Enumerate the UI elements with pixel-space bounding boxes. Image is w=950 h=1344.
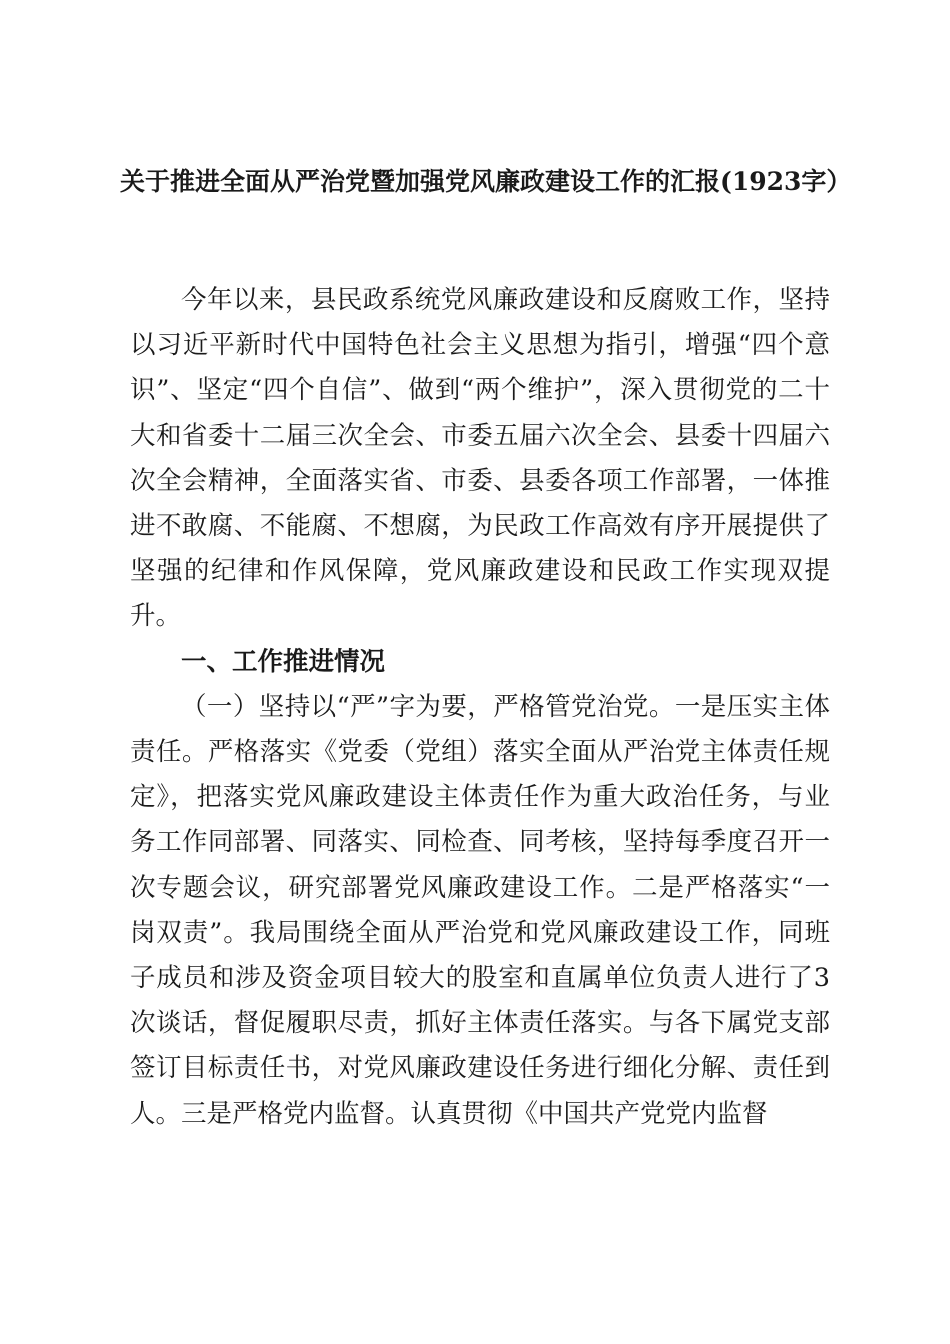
subsection-paragraph — [130, 685, 830, 1137]
section-heading: 一、工作推进情况 — [181, 646, 386, 677]
subsection-body: 一是压实主体责任。严格落实《党委（党组）落实全面从严治党主体责任规定》，把落实党风廉政建设主体责任作为重大政治任务，与业务工作同部署、同落实、同检查、同考核，坚持每季度召开一次专题会议，研究部署党风廉政建设工作。二是严格落实“一岗双责”。我局围绕全面从严治党和党风廉政建设工作，同班子成员和涉及资金项目较大的股室和直属单位负责人进行了3次谈话，督促履职尽责，抓好主体责任落实。与各下属党支部签订目标责任书，对党风廉政建设任务进行细化分解、责任到人。三是严格党内监督。认真贯彻《中国共产党党内监督 — [130, 691, 830, 1129]
subsection-lead: （一）坚持以“严”字为要，严格管党治党。 — [181, 691, 675, 722]
document-title: 关于推进全面从严治党暨加强党风廉政建设工作的汇报(1923字） — [120, 167, 852, 196]
document-body — [130, 278, 830, 1137]
intro-paragraph: 今年以来，县民政系统党风廉政建设和反腐败工作，坚持以习近平新时代中国特色社会主义思想为指引，增强“四个意识”、坚定“四个自信”、做到“两个维护”，深入贯彻党的二十大和省委十二届三次全会、市委五届六次全会、县委十四届六次全会精神，全面落实省、市委、县委各项工作部署，一体推进不敢腐、不能腐、不想腐，为民政工作高效有序开展提供了坚强的纪律和作风保障，党风廉政建设和民政工作实现双提升。 — [130, 285, 830, 632]
